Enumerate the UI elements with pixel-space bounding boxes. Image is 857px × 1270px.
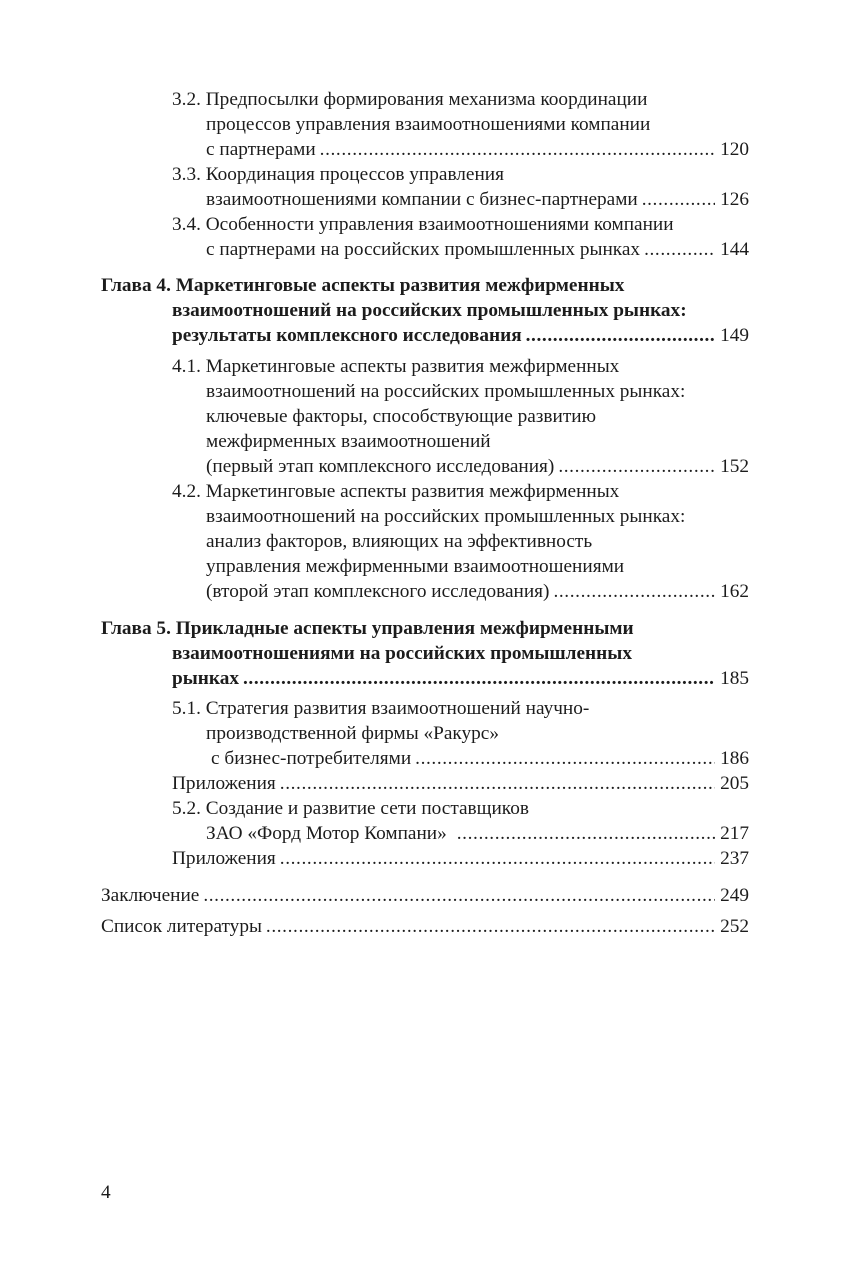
dot-leader: [558, 454, 715, 479]
toc-entry-3-4-line-1: [172, 212, 674, 237]
section-number: 4.1.: [172, 356, 201, 377]
toc-entry-4-2-line-1: [172, 479, 619, 504]
page-ref: 205: [720, 773, 749, 794]
toc-entry-3-2-line-1: [172, 87, 647, 112]
toc-chapter-4-line-1: [101, 273, 624, 298]
page-ref: 186: [720, 748, 749, 769]
toc-entry-5-2-line-2: [206, 821, 749, 846]
page-ref: 185: [720, 668, 749, 689]
page-ref: 126: [720, 189, 749, 210]
toc-entry-4-2-line-2: взаимоотношений на российских промышленных рынках:: [206, 506, 686, 527]
section-title-part: Особенности управления взаимоотношениями компании: [205, 214, 674, 235]
toc-entry-4-1-line-4: межфирменных взаимоотношений: [206, 431, 491, 452]
toc-entry-5-1-line-3: [206, 746, 749, 771]
toc-entry-4-2-line-4: управления межфирменными взаимоотношениями: [206, 556, 625, 577]
toc-entry-4-2-line-3: анализ факторов, влияющих на эффективность: [206, 531, 593, 552]
toc-entry-5-1-line-2: производственной фирмы «Ракурс»: [206, 723, 499, 744]
toc-chapter-5-line-3: [172, 666, 749, 691]
dot-leader: [415, 746, 715, 771]
section-number: 3.2.: [172, 89, 201, 110]
section-title-part: (первый этап комплексного исследования): [206, 456, 555, 477]
toc-entry-3-2-line-3: [206, 137, 749, 162]
section-title-part: Создание и развитие сети поставщиков: [205, 798, 529, 819]
toc-chapter-5-line-1: [101, 616, 634, 641]
page-ref: 217: [720, 823, 749, 844]
page-ref: 162: [720, 581, 749, 602]
dot-leader: [266, 914, 715, 939]
toc-entry-appendix-1: [172, 771, 749, 796]
toc-entry-references: [101, 914, 749, 939]
chapter-label: Глава 4.: [101, 275, 171, 296]
section-title-part: с бизнес-потребителями: [211, 748, 412, 769]
section-number: 5.1.: [172, 698, 201, 719]
toc-chapter-4-line-2: взаимоотношений на российских промышленных рынках:: [172, 300, 687, 321]
toc-entry-3-2-line-2: процессов управления взаимоотношениями компании: [206, 114, 651, 135]
dot-leader: [642, 187, 715, 212]
section-title-part: Стратегия развития взаимоотношений научно-: [205, 698, 590, 719]
dot-leader: [243, 666, 715, 691]
entry-title: Список литературы: [101, 916, 262, 937]
toc-entry-conclusion: [101, 883, 749, 908]
page-ref: 249: [720, 885, 749, 906]
toc-entry-3-4-line-2: [206, 237, 749, 262]
dot-leader: [320, 137, 715, 162]
toc-entry-3-3-line-2: [206, 187, 749, 212]
page-ref: 144: [720, 239, 749, 260]
toc-entry-4-1-line-5: [206, 454, 749, 479]
dot-leader: [280, 771, 715, 796]
section-title-part: с партнерами на российских промышленных рынках: [206, 239, 641, 260]
section-title-part: Маркетинговые аспекты развития межфирменных: [205, 481, 620, 502]
page-number: 4: [101, 1182, 111, 1203]
chapter-title-part: рынках: [172, 668, 239, 689]
toc-chapter-4-line-3: [172, 323, 749, 348]
dot-leader: [553, 579, 715, 604]
dot-leader: [203, 883, 715, 908]
entry-title: Приложения: [172, 848, 276, 869]
dot-leader: [644, 237, 715, 262]
toc-entry-4-1-line-1: [172, 354, 619, 379]
page-ref: 237: [720, 848, 749, 869]
toc-entry-4-2-line-5: [206, 579, 749, 604]
dot-leader: [457, 821, 715, 846]
toc-entry-5-1-line-1: [172, 696, 589, 721]
toc-entry-4-1-line-2: взаимоотношений на российских промышленных рынках:: [206, 381, 686, 402]
page-ref: 149: [720, 325, 749, 346]
section-title-part: Координация процессов управления: [205, 164, 504, 185]
section-title-part: Предпосылки формирования механизма координации: [205, 89, 648, 110]
section-title-part: взаимоотношениями компании с бизнес-партнерами: [206, 189, 638, 210]
page-ref: 120: [720, 139, 749, 160]
section-title-part: Маркетинговые аспекты развития межфирменных: [205, 356, 620, 377]
section-title-part: ЗАО «Форд Мотор Компани»: [206, 823, 447, 844]
chapter-title-part: результаты комплексного исследования: [172, 325, 522, 346]
toc-entry-4-1-line-3: ключевые факторы, способствующие развитию: [206, 406, 596, 427]
dot-leader: [280, 846, 715, 871]
section-number: 4.2.: [172, 481, 201, 502]
section-number: 5.2.: [172, 798, 201, 819]
page-ref: 252: [720, 916, 749, 937]
chapter-title-part: Прикладные аспекты управления межфирменными: [175, 618, 634, 639]
section-title-part: (второй этап комплексного исследования): [206, 581, 550, 602]
toc-entry-5-2-line-1: [172, 796, 529, 821]
section-number: 3.3.: [172, 164, 201, 185]
toc-entry-appendix-2: [172, 846, 749, 871]
section-number: 3.4.: [172, 214, 201, 235]
dot-leader: [526, 323, 715, 348]
page-ref: 152: [720, 456, 749, 477]
section-title-part: с партнерами: [206, 139, 316, 160]
entry-title: Приложения: [172, 773, 276, 794]
entry-title: Заключение: [101, 885, 200, 906]
chapter-title-part: Маркетинговые аспекты развития межфирменных: [175, 275, 625, 296]
toc-chapter-5-line-2: взаимоотношениями на российских промышленных: [172, 643, 632, 664]
toc-entry-3-3-line-1: [172, 162, 504, 187]
chapter-label: Глава 5.: [101, 618, 171, 639]
